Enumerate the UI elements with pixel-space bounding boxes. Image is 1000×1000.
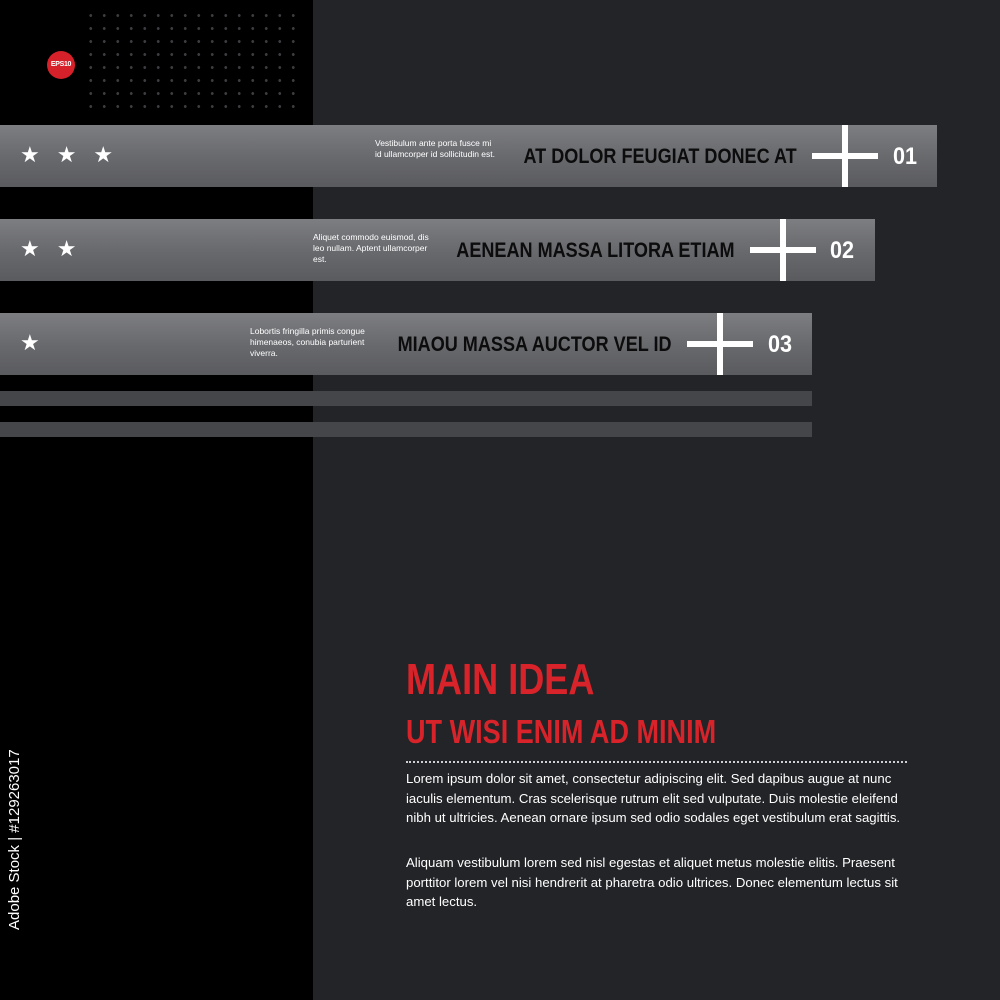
body-paragraph-1: Lorem ipsum dolor sit amet, consectetur adipiscing elit. Sed dapibus augue at nunc iaculis elementum. Cras scelerisque rutrum elit sed vulputate. Duis molestie eleifend nibh ut ultricies. Aenean ornare ipsum sed odio sodales eget vestibulum erat sagittis. <box>406 771 901 825</box>
item-number: 01 <box>893 143 918 170</box>
item-number: 03 <box>768 331 793 358</box>
decorative-stripe <box>0 422 812 437</box>
stock-id-label: Adobe Stock | #129263017 <box>6 749 23 930</box>
item-heading: MIAOU MASSA AUCTOR VEL ID <box>398 333 672 356</box>
item-note: Lobortis fringilla primis congue himenaeos, conubia parturient viverra. <box>250 326 365 358</box>
item-heading: AT DOLOR FEUGIAT DONEC AT <box>523 145 797 168</box>
list-item-1 <box>0 125 937 187</box>
rating-stars-icon: ★ <box>20 331 45 356</box>
item-note: Aliquet commodo euismod, dis leo nullam. Aptent ullamcorper est. <box>313 232 429 264</box>
item-note: Vestibulum ante porta fusce mi id ullamcorper id sollicitudin est. <box>375 138 495 159</box>
decorative-stripe <box>0 391 812 406</box>
list-item-2 <box>0 219 875 281</box>
dot-grid-pattern <box>84 9 299 113</box>
plus-icon <box>750 219 816 281</box>
plus-icon <box>812 125 878 187</box>
rating-stars-icon: ★ ★ <box>20 237 82 262</box>
dotted-divider <box>406 761 907 763</box>
list-item-3 <box>0 313 812 375</box>
rating-stars-icon: ★ ★ ★ <box>20 143 119 168</box>
item-number: 02 <box>830 237 855 264</box>
main-subtitle: UT WISI ENIM AD MINIM <box>406 713 717 750</box>
body-paragraph-2: Aliquam vestibulum lorem sed nisl egestas et aliquet metus molestie elitis. Praesent porttitor lorem vel nisi hendrerit at pharetra odio ultrices. Donec elementum lectus sit amet lectus. <box>406 855 898 909</box>
plus-icon <box>687 313 753 375</box>
item-heading: AENEAN MASSA LITORA ETIAM <box>456 239 735 262</box>
eps-badge: EPS10 <box>47 51 75 79</box>
main-title: MAIN IDEA <box>406 655 595 704</box>
